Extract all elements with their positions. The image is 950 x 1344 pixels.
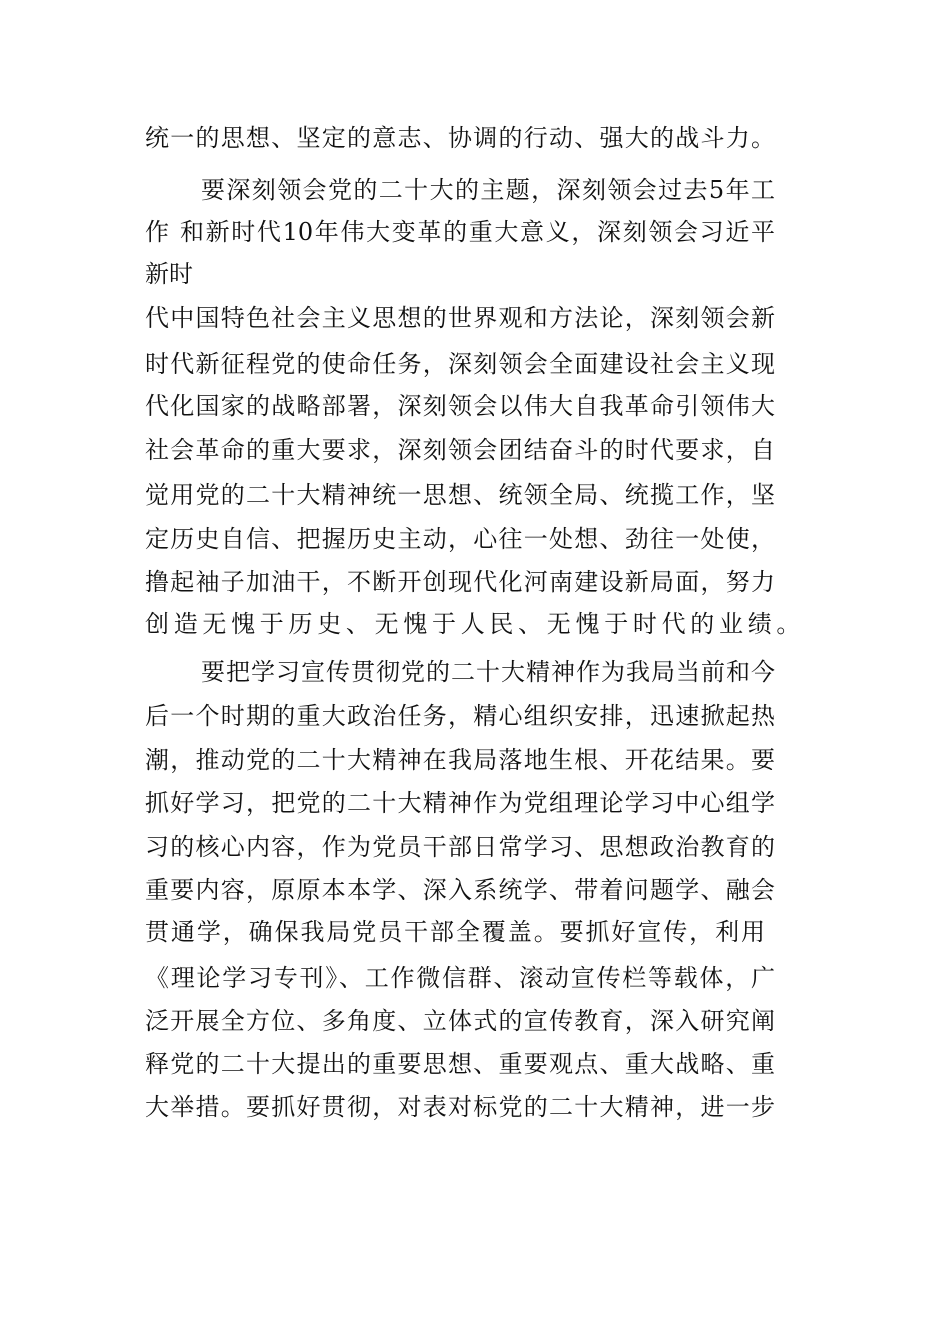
paragraph-start-line: 要深刻领会党的二十大的主题，深刻领会过去5年工	[201, 176, 775, 204]
text-line: 社会革命的重大要求，深刻领会团结奋斗的时代要求，自	[145, 436, 775, 464]
text-line: 贯通学，确保我局党员干部全覆盖。要抓好宣传，利用	[145, 918, 765, 946]
text-line: 抓好学习，把党的二十大精神作为党组理论学习中心组学	[145, 789, 775, 817]
text-line: 大举措。要抓好贯彻，对表对标党的二十大精神，进一步	[145, 1093, 775, 1121]
text-line: 作 和新时代10年伟大变革的重大意义，深刻领会习近平	[145, 218, 775, 246]
text-line: 泛开展全方位、多角度、立体式的宣传教育，深入研究阐	[145, 1007, 775, 1035]
text-line: 代中国特色社会主义思想的世界观和方法论，深刻领会新	[145, 304, 775, 332]
text-line: 新时	[145, 260, 193, 288]
text-line: 时代新征程党的使命任务，深刻领会全面建设社会主义现	[145, 350, 775, 378]
text-line: 代化国家的战略部署，深刻领会以伟大自我革命引领伟大	[145, 392, 775, 420]
text-line: 撸起袖子加油干，不断开创现代化河南建设新局面，努力	[145, 568, 775, 596]
text-line: 后一个时期的重大政治任务，精心组织安排，迅速掀起热	[145, 702, 775, 730]
text-line: 觉用党的二十大精神统一思想、统领全局、统揽工作，坚	[145, 481, 775, 509]
text-line: 习的核心内容，作为党员干部日常学习、思想政治教育的	[145, 833, 775, 861]
paragraph-start-line: 要把学习宣传贯彻党的二十大精神作为我局当前和今	[201, 658, 775, 686]
text-line: 释党的二十大提出的重要思想、重要观点、重大战略、重	[145, 1050, 775, 1078]
text-line: 定历史自信、把握历史主动，心往一处想、劲往一处使，	[145, 525, 775, 553]
text-line: 潮，推动党的二十大精神在我局落地生根、开花结果。要	[145, 746, 775, 774]
text-line: 重要内容，原原本本学、深入系统学、带着问题学、融会	[145, 876, 775, 904]
text-line: 《理论学习专刊》、工作微信群、滚动宣传栏等载体，广	[145, 964, 775, 992]
text-line: 创造无愧于历史、无愧于人民、无愧于时代的业绩。	[145, 610, 806, 638]
text-line: 统一的思想、坚定的意志、协调的行动、强大的战斗力。	[145, 124, 775, 152]
